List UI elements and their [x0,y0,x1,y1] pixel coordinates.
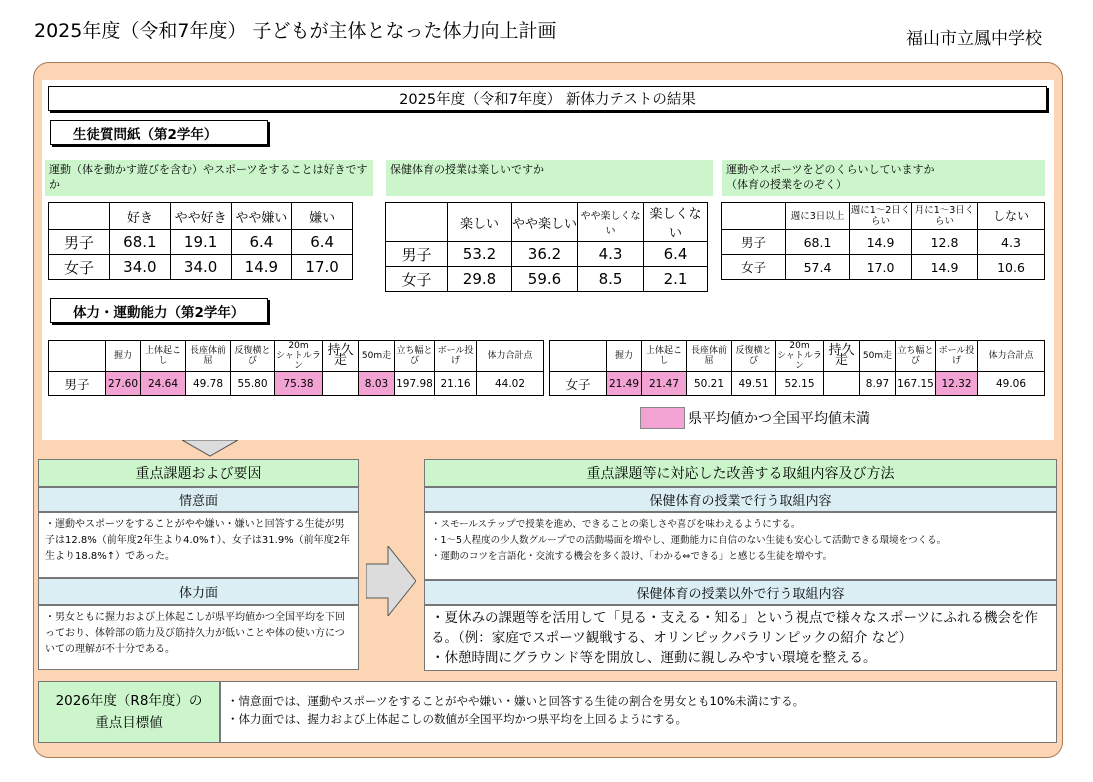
row-label: 女子 [386,267,448,292]
class-measures-title: 保健体育の授業で行う取組内容 [424,487,1057,512]
survey-table-2 [385,202,708,292]
fitness-cell: 167.15 [896,372,936,396]
fitness-col-header: 長座体前屈 [687,341,732,372]
fitness-col-header: 上体起こし [642,341,687,372]
fitness-col-header: 立ち幅とび [896,341,936,372]
fitness-col-header: 持久走 [824,341,860,372]
physical-title: 体力面 [38,578,359,605]
survey-cell: 19.1 [170,230,231,255]
survey-cell: 29.8 [448,267,512,292]
list-item: ・夏休みの課題等を活用して「見る・支える・知る」という視点で様々なスポーツにふれる機会を作る。（例：家庭でスポーツ観戦する、オリンピックパラリンピックの紹介 など） [431,610,1038,646]
fitness-cell: 75.38 [275,372,323,396]
row-label: 男子 [386,242,448,267]
survey-cell: 34.0 [170,255,231,280]
fitness-col-header: 体力合計点 [477,341,544,372]
survey-cell: 4.3 [978,230,1045,255]
survey-question-1: 運動（体を動かす遊びを含む）やスポーツをすることは好きですか [45,160,373,196]
emotional-title: 情意面 [38,487,359,512]
fitness-col-header: ボール投げ [936,341,978,372]
emotional-text: ・運動やスポーツをすることがやや嫌い・嫌いと回答する生徒が男子は12.8%（前年度2年生より4.0%↑）、女子は31.9%（前年度2年生より18.8%↑）であった。 [38,512,359,578]
fitness-cell: 49.06 [978,372,1045,396]
survey-cell: 14.9 [231,255,292,280]
list-item: ・1～5人程度の少人数グループでの活動場面を増やし、運動能力に自信のない生徒も安心して活動できる環境をつくる。 [431,535,947,546]
survey-cell: 57.4 [786,255,850,280]
fitness-cell: 52.15 [776,372,824,396]
row-label: 女子 [550,372,607,396]
fitness-cell: 21.16 [435,372,477,396]
survey-table-1 [48,202,353,280]
goals-title [38,681,220,743]
survey-col: やや嫌い [231,203,292,230]
outside-measures-list [424,605,1057,671]
list-item: ・休憩時間にグラウンド等を開放し、運動に親しみやすい環境を整える。 [431,650,877,666]
survey-col: やや好き [170,203,231,230]
survey-section-title: 生徒質問紙（第2学年） [50,120,268,145]
list-item: ・体力面では、握力および上体起こしの数値が全国平均かつ県平均を上回るようにする。 [227,712,687,726]
legend-text: 県平均値かつ全国平均値未満 [688,411,870,427]
survey-cell: 36.2 [512,242,578,267]
goals-title-line1: 2026年度（R8年度）の [55,693,203,709]
survey-col: 楽しくない [644,203,708,242]
survey-cell: 53.2 [448,242,512,267]
survey-col: 嫌い [292,203,353,230]
row-label: 男子 [49,230,110,255]
fitness-col-header: 握力 [607,341,642,372]
fitness-col-header: 反復横とび [732,341,776,372]
survey-col: やや楽しくない [578,203,644,242]
list-item: ・スモールステップで授業を進め、できることの楽しさや喜びを味わえるようにする。 [431,519,801,530]
fitness-cell: 24.64 [141,372,186,396]
fitness-cell: 27.60 [106,372,141,396]
fitness-col-header: 立ち幅とび [395,341,435,372]
goals-list [220,681,1057,743]
results-banner: 2025年度（令和7年度） 新体力テストの結果 [48,86,1047,111]
survey-cell: 2.1 [644,267,708,292]
fitness-cell: 44.02 [477,372,544,396]
fitness-col-header: 体力合計点 [978,341,1045,372]
fitness-cell: 49.51 [732,372,776,396]
goals-title-line2: 重点目標値 [95,715,163,731]
outside-measures-title: 保健体育の授業以外で行う取組内容 [424,580,1057,605]
fitness-cell: 55.80 [231,372,275,396]
row-label: 女子 [49,255,110,280]
survey-cell: 34.0 [110,255,171,280]
header-blank [550,341,607,372]
survey-cell: 6.4 [644,242,708,267]
fitness-cell: 21.47 [642,372,687,396]
class-measures-list [424,512,1057,580]
measures-title: 重点課題等に対応した改善する取組内容及び方法 [424,459,1057,487]
fitness-col-header: ボール投げ [435,341,477,372]
fitness-cell: 197.98 [395,372,435,396]
arrow-down-icon [182,440,238,458]
fitness-col-header: 50m走 [860,341,896,372]
fitness-table-boys [48,340,544,396]
document-title: 2025年度（令和7年度） 子どもが主体となった体力向上計画 [34,20,557,42]
survey-cell: 68.1 [110,230,171,255]
fitness-cell: 12.32 [936,372,978,396]
survey-col: 月に1～3日くらい [912,203,978,230]
survey-cell: 59.6 [512,267,578,292]
fitness-col-header: 長座体前屈 [186,341,231,372]
survey-col: 週に1～2日くらい [850,203,912,230]
survey-table-3 [721,202,1045,280]
fitness-cell: 50.21 [687,372,732,396]
survey-cell: 14.9 [912,255,978,280]
fitness-cell: 8.03 [359,372,395,396]
survey-question-2: 保健体育の授業は楽しいですか [386,160,713,196]
survey-question-3: 運動やスポーツをどのくらいしていますか （体育の授業をのぞく） [722,160,1045,196]
list-item: ・情意面では、運動やスポーツをすることがやや嫌い・嫌いと回答する生徒の割合を男女とも10%未満にする。 [227,694,805,708]
survey-cell: 14.9 [850,230,912,255]
row-label: 男子 [722,230,786,255]
fitness-col-header: 反復横とび [231,341,275,372]
header-blank [49,341,106,372]
survey-cell: 10.6 [978,255,1045,280]
row-label: 男子 [49,372,106,396]
issues-title: 重点課題および要因 [38,459,359,487]
school-name: 福山市立鳳中学校 [906,29,1042,49]
fitness-col-header: 上体起こし [141,341,186,372]
survey-cell: 12.8 [912,230,978,255]
fitness-cell: 21.49 [607,372,642,396]
survey-col: しない [978,203,1045,230]
survey-cell: 68.1 [786,230,850,255]
survey-cell: 17.0 [292,255,353,280]
survey-cell: 6.4 [231,230,292,255]
survey-col: 楽しい [448,203,512,242]
fitness-col-header: 50m走 [359,341,395,372]
fitness-col-header: 20m シャトルラン [276,341,321,371]
fitness-col-header: 持久走 [323,341,359,372]
survey-cell: 6.4 [292,230,353,255]
fitness-cell: 49.78 [186,372,231,396]
survey-cell: 8.5 [578,267,644,292]
physical-text: ・男女ともに握力および上体起こしが県平均値かつ全国平均を下回っており、体幹部の筋力及び筋持久力が低いことや体の使い方についての理解が不十分である。 [38,605,359,670]
fitness-col-header: 20m シャトルラン [777,341,822,371]
arrow-right-icon [366,546,416,616]
legend-swatch [640,407,685,429]
survey-cell: 4.3 [578,242,644,267]
survey-col: 好き [110,203,171,230]
survey-col: 週に3日以上 [786,203,850,230]
fitness-cell: 8.97 [860,372,896,396]
fitness-table-girls [549,340,1045,396]
fitness-cell [824,372,860,396]
row-label: 女子 [722,255,786,280]
survey-cell: 17.0 [850,255,912,280]
fitness-section-title: 体力・運動能力（第2学年） [50,298,268,323]
list-item: ・運動のコツを言語化・交流する機会を多く設け、「わかる⇔できる」と感じる生徒を増やす。 [431,551,833,562]
survey-col: やや楽しい [512,203,578,242]
fitness-cell [323,372,359,396]
fitness-col-header: 握力 [106,341,141,372]
